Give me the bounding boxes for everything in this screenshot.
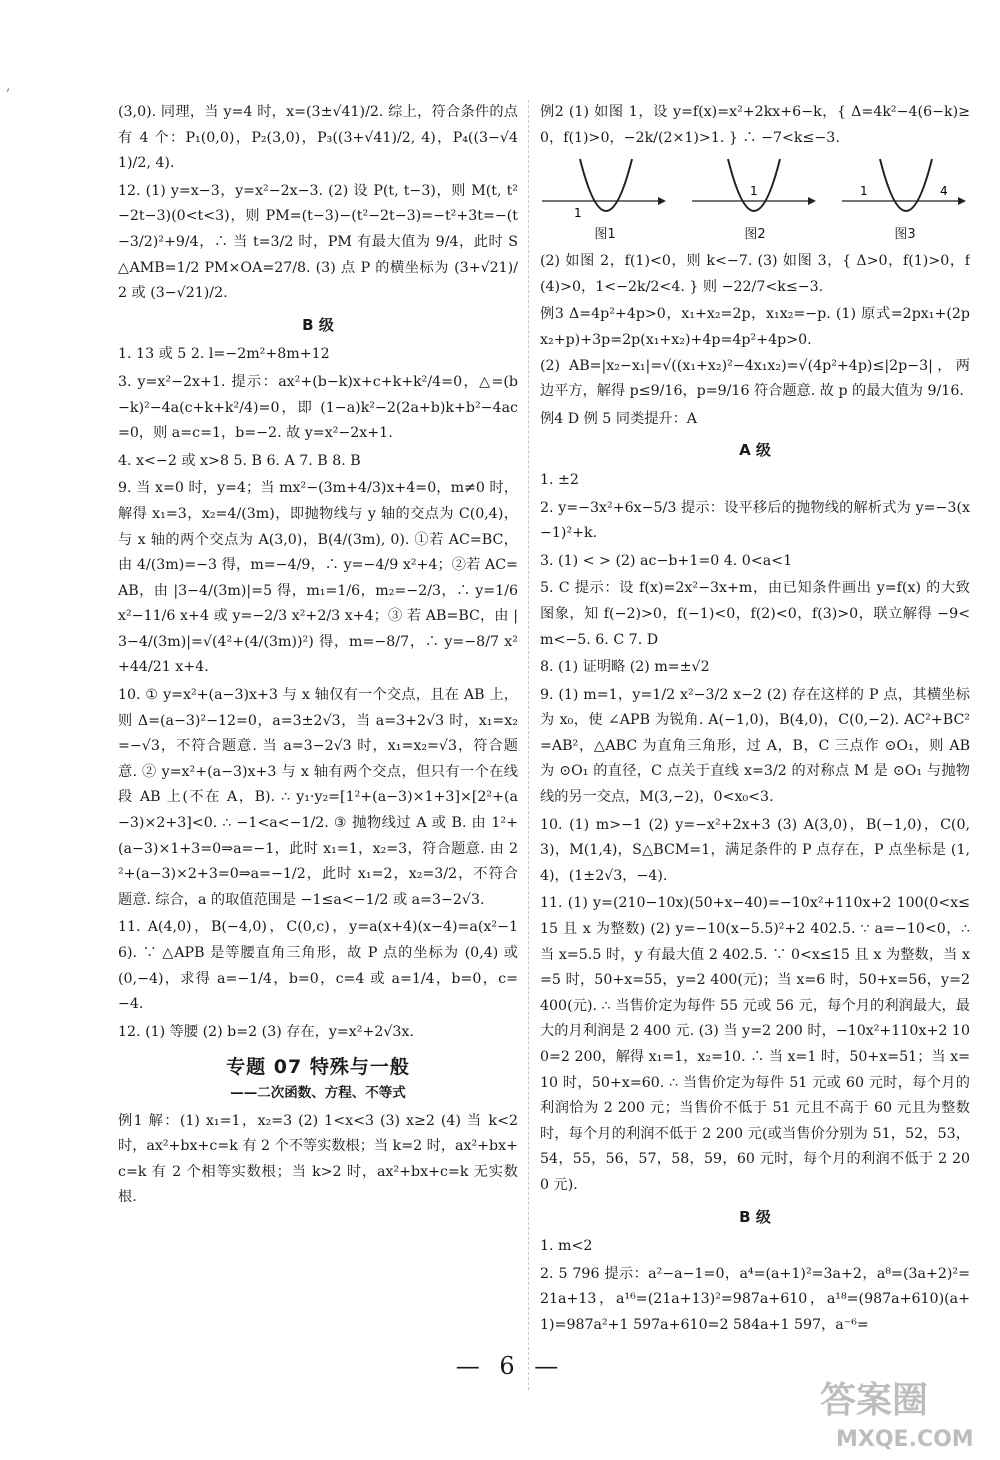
answer-b-1-2: 1. 13 或 5 2. l=−2m²+8m+12 (118, 346, 330, 363)
answer-b-4-8: 4. x<−2 或 x>8 5. B 6. A 7. B 8. B (118, 452, 361, 469)
answer-b-11: 11. A(4,0)，B(−4,0)，C(0,c)，y=a(x+4)(x−4)=a(x²−16). ∵ △APB 是等腰直角三角形，故 P 点的坐标为 (0,4) 或 (0,−4)，求得 a=−1/4，b=0，c=4 或 a=1/4，b=0，c=−4. (118, 919, 518, 1013)
example-1: 例1 解：(1) x₁=1，x₂=3 (2) 1<x<3 (3) x≥2 (4) 当 k<2 时，ax²+bx+c=k 有 2 个不等实数根；当 k=2 时，ax²+bx+c=k 有 2 个相等实数根；当 k>2 时，ax²+bx+c=k 无实数根. (118, 1112, 518, 1206)
answer-11-continued: (3,0). 同理，当 y=4 时，x=(3±√41)/2. 综上，符合条件的点有 4 个：P₁(0,0)，P₂(3,0)，P₃((3+√41)/2, 4)，P₄((3−√41)/2, 4). (118, 104, 518, 172)
figure-2 (690, 155, 820, 247)
figure-3-graph (840, 155, 970, 227)
page-corner-mark: , (6, 78, 11, 94)
answer-b2-2: 2. 5 796 提示：a²−a−1=0，a⁴=(a+1)²=3a+2，a⁸=(3a+2)²=21a+13，a¹⁶=(21a+13)²=987a+610，a¹⁸=(987a+610)(a+1)=987a²+1 597a+610=2 584a+1 597，a⁻⁶= (540, 1265, 970, 1333)
answer-b-3: 3. y=x²−2x+1. 提示：ax²+(b−k)x+c+k+k²/4=0，△=(b−k)²−4a(c+k+k²/4)=0，即 (1−a)k²−2(2a+b)k+b²−4ac=0，则 a=c=1，b=−2. 故 y=x²−2x+1. (118, 373, 518, 442)
answer-a-11: 11. (1) y=(210−10x)(50+x−40)=−10x²+110x+2 100(0<x≤15 且 x 为整数) (2) y=−10(x−5.5)²+2 402.5. ∵ a=−10<0，∴ 当 x=5.5 时，y 有最大值 2 402.5. ∵ 0<x≤15 且 x 为整数，当 x=5 时，50+x=55，y=2 400(元)；当 x=6 时，50+x=56，y=2 400(元). ∴ 当售价定为每件 55 元或 56 元，每个月的利润最大，最大的月利润是 2 400 元. (3) 当 y=2 200 时，−10x²+110x+2 100=2 200，解得 x₁=1，x₂=10. ∴ 当 x=1 时，50+x=51；当 x=10 时，50+x=60. ∴ 当售价定为每件 51 元或 60 元时，每个月的利润恰为 2 200 元；当售价不低于 51 元且不高于 60 元且为整数时，每个月的利润不低于 2 200 元(或当售价分别为 51，52，53，54，55，56，57，58，59，60 元时，每个月的利润不低于 2 200 元). (540, 895, 970, 1193)
figure-1-graph (540, 155, 670, 227)
figure-3-tick-label-left: 1 (860, 184, 868, 199)
answer-a-5-7: 5. C 提示：设 f(x)=2x²−3x+m，由已知条件画出 y=f(x) 的大致图象，知 f(−2)>0，f(−1)<0，f(2)<0，f(3)>0，联立解得 −9<m<−5. 6. C 7. D (540, 580, 970, 648)
parabola-figures (540, 155, 970, 247)
right-column (540, 100, 970, 1339)
answer-a-9: 9. (1) m=1，y=1/2 x²−3/2 x−2 (2) 存在这样的 P 点，其横坐标为 x₀，使 ∠APB 为锐角. A(−1,0)，B(4,0)，C(0,−2). AC²+BC²=AB²，△ABC 为直角三角形，过 A，B，C 三点作 ⊙O₁，则 AB 为 ⊙O₁ 的直径，C 点关于直线 x=3/2 的对称点 M 是 ⊙O₁ 与抛物线的另一交点，M(3,−2)，0<x₀<3. (540, 686, 970, 806)
topic-title: 专题 07 特殊与一般 (226, 1056, 410, 1079)
answer-b-12: 12. (1) 等腰 (2) b=2 (3) 存在，y=x²+2√3x. (118, 1023, 414, 1040)
figure-1-caption: 图1 (594, 227, 616, 243)
answer-b2-1: 1. m<2 (540, 1238, 593, 1255)
answer-a-8: 8. (1) 证明略 (2) m=±√2 (540, 659, 710, 676)
figure-2-caption: 图2 (744, 227, 766, 243)
page-number: — 6 — (455, 1352, 565, 1380)
level-a-heading: A 级 (739, 441, 771, 460)
example-2-part-2: (2) 如图 2，f(1)<0，则 k<−7. (3) 如图 3，{ Δ>0，f(1)>0，f(4)>0，1<−2k/2<4. } 则 −22/7<k≤−3. (540, 253, 970, 295)
left-column (118, 100, 518, 1211)
example-4-5: 例4 D 例 5 同类提升：A (540, 410, 698, 427)
figure-1-tick-label: 1 (574, 206, 582, 221)
figure-3 (840, 155, 970, 247)
answer-a-1: 1. ±2 (540, 471, 579, 488)
figure-2-tick-label: 1 (750, 184, 758, 199)
answer-a-2: 2. y=−3x²+6x−5/3 提示：设平移后的抛物线的解析式为 y=−3(x−1)²+k. (540, 499, 970, 542)
figure-3-tick-label-right: 4 (940, 184, 948, 199)
answer-b-9: 9. 当 x=0 时，y=4；当 mx²−(3m+4/3)x+4=0，m≠0 时，解得 x₁=3，x₂=4/(3m)，即抛物线与 y 轴的交点为 C(0,4)，与 x 轴的两个交点为 A(3,0)，B(4/(3m), 0). ①若 AC=BC，由 4/(3m)=−3 得，m=−4/9，∴ y=−4/9 x²+4；②若 AC=AB，由 |3−4/(3m)|=5 得，m₁=1/6，m₂=−2/3，∴ y=1/6 x²−11/6 x+4 或 y=−2/3 x²+2/3 x+4；③ 若 AB=BC，由 |3−4/(3m)|=√(4²+(4/(3m))²) 得，m=−8/7，∴ y=−8/7 x²+44/21 x+4. (118, 480, 518, 676)
example-3-part-1: 例3 Δ=4p²+4p>0，x₁+x₂=2p，x₁x₂=−p. (1) 原式=2px₁+(2px₂+p)+3p=2p(x₁+x₂)+4p=4p²+4p>0. (540, 306, 970, 348)
watermark-brand: 答案圈 (820, 1380, 929, 1421)
topic-subtitle: ——二次函数、方程、不等式 (230, 1084, 406, 1101)
watermark-logo (812, 1368, 992, 1456)
answer-b-10: 10. ① y=x²+(a−3)x+3 与 x 轴仅有一个交点，且在 AB 上，则 Δ=(a−3)²−12=0，a=3±2√3，当 a=3+2√3 时，x₁=x₂=−√3，不符合题意. 当 a=3−2√3 时，x₁=x₂=√3，符合题意. ② y=x²+(a−3)x+3 与 x 轴有两个交点，但只有一个在线段 AB 上(不在 A，B). ∴ y₁·y₂=[1²+(a−3)×1+3]×[2²+(a−3)×2+3]<0. ∴ −1<a<−1/2. ③ 抛物线过 A 或 B. 由 1²+(a−3)×1+3=0⇒a=−1，此时 x₁=1，x₂=3，符合题意. 由 2²+(a−3)×2+3=0⇒a=−1/2，此时 x₁=2，x₂=3/2，不符合题意. 综合，a 的取值范围是 −1≤a<−1/2 或 a=3−2√3. (118, 687, 518, 908)
level-b-heading-right: B 级 (739, 1207, 771, 1226)
example-3-part-2: (2) AB=|x₂−x₁|=√((x₁+x₂)²−4x₁x₂)=√(4p²+4p)≤|2p−3|，两边平方，解得 p≤9/16，p=9/16 符合题意. 故 p 的最大值为 9/16. (540, 357, 970, 400)
answer-a-3-4: 3. (1) < > (2) ac−b+1=0 4. 0<a<1 (540, 552, 793, 569)
answer-12: 12. (1) y=x−3，y=x²−2x−3. (2) 设 P(t, t−3)，则 M(t, t²−2t−3)(0<t<3)，则 PM=(t−3)−(t²−2t−3)=−t²+3t=−(t−3/2)²+9/4，∴ 当 t=3/2 时，PM 有最大值为 9/4，此时 S△AMB=1/2 PM×OA=27/8. (3) 点 P 的横坐标为 (3+√21)/2 或 (3−√21)/2. (118, 182, 518, 302)
figure-3-caption: 图3 (894, 227, 916, 243)
column-divider (528, 100, 529, 1390)
watermark-url: MXQE.COM (836, 1427, 974, 1452)
example-2-part-1: 例2 (1) 如图 1，设 y=f(x)=x²+2kx+6−k，{ Δ=4k²−4(6−k)≥0，f(1)>0，−2k/(2×1)>1. } ∴ −7<k≤−3. (540, 104, 970, 146)
answer-a-10: 10. (1) m>−1 (2) y=−x²+2x+3 (3) A(3,0)，B(−1,0)，C(0,3)，M(1,4)，S△BCM=1，满足条件的 P 点存在，P 点坐标是 (1,4)，(1±2√3，−4). (540, 816, 970, 884)
figure-2-graph (690, 155, 820, 227)
figure-1 (540, 155, 670, 247)
level-b-heading: B 级 (302, 315, 334, 334)
